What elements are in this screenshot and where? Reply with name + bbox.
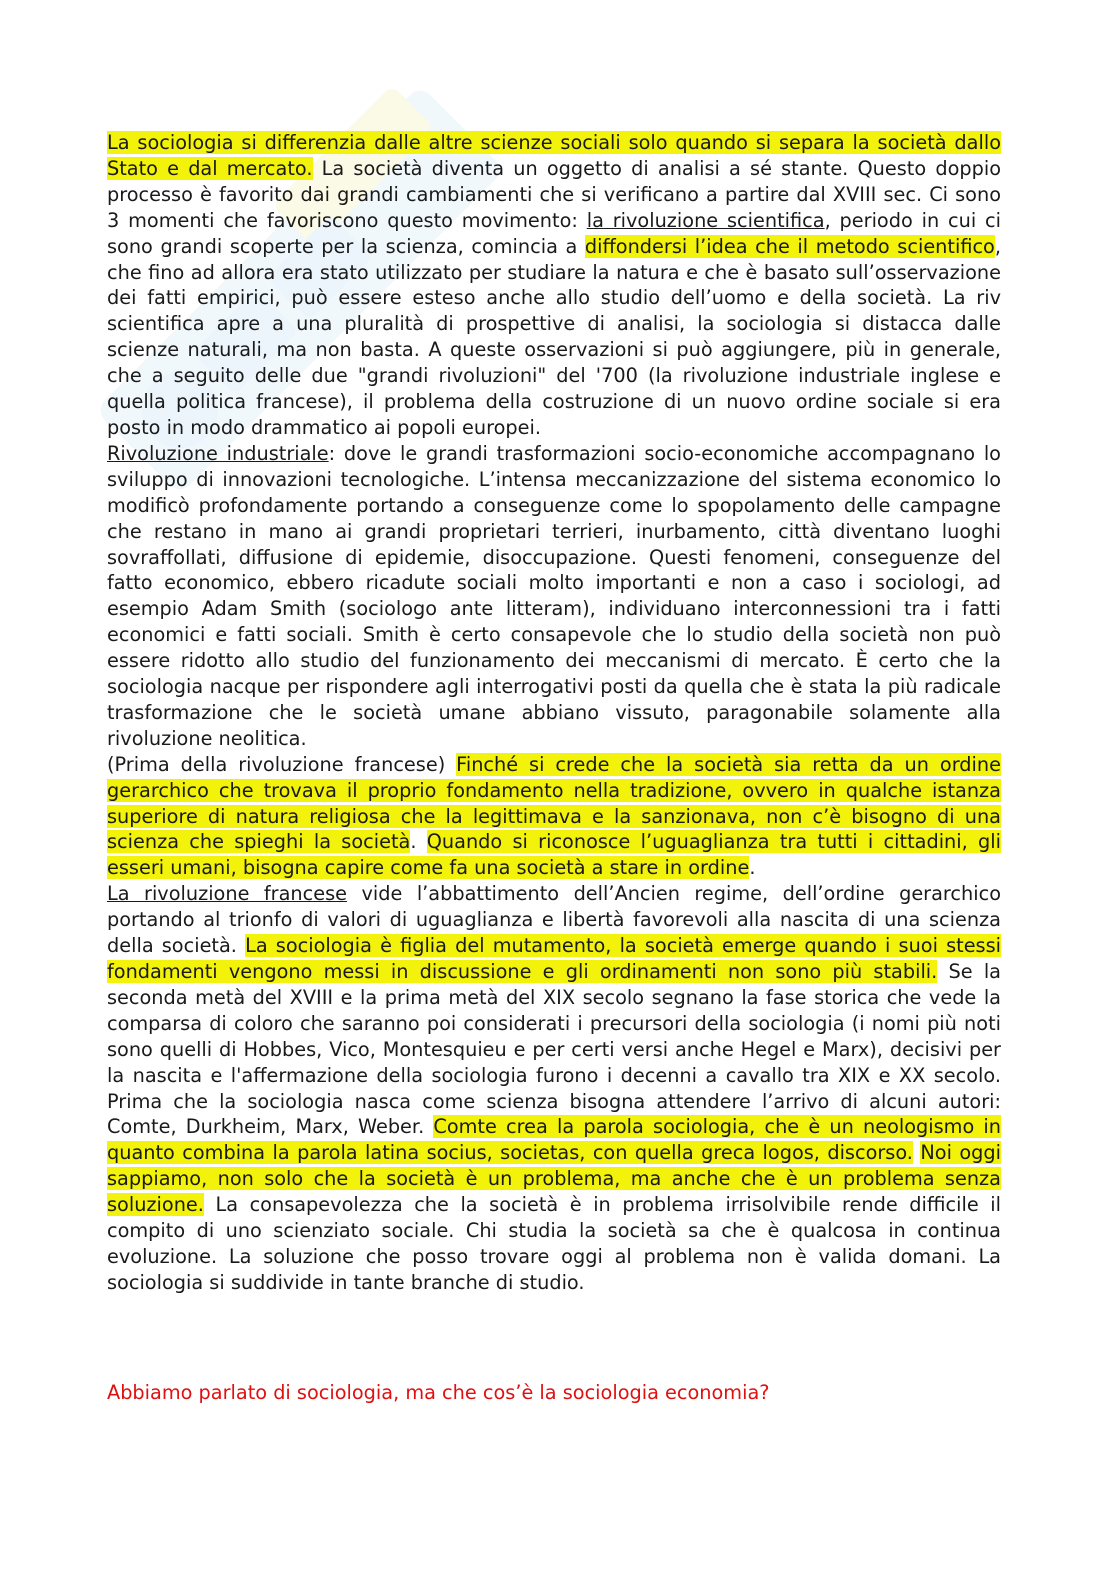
paragraph-industrial-revolution — [107, 441, 1001, 752]
paragraph-origins — [107, 130, 1001, 441]
section-question: Abbiamo parlato di sociologia, ma che cos’è la sociologia economia? — [107, 1381, 770, 1404]
document-body — [107, 130, 1001, 1296]
paragraph-french-revolution — [107, 881, 1001, 1296]
highlight: Noi oggi sappiamo, non solo che la società è un problema, ma anche che è un problema senza soluzione. — [107, 1141, 1001, 1217]
text-run: La società diventa un oggetto di analisi a sé stante. Questo doppio processo è favorito dai grandi cambiamenti che si verificano a partire dal XVIII sec. Ci sono 3 momenti che favoriscono questo movimento: — [107, 156, 1001, 232]
underlined-term: la rivoluzione scientifica — [586, 208, 825, 232]
highlight: Comte crea la parola sociologia, che è un neologismo in quanto combina la parola latina socius, societas, con quella greca logos, discorso. — [107, 1115, 1001, 1165]
text-run: vide l’abbattimento dell’Ancien regime, dell’ordine gerarchico portando al trionfo di valori di uguaglianza e libertà favorevoli alla nascita di una scienza della società. — [107, 882, 1001, 958]
underlined-term: Rivoluzione industriale — [107, 441, 329, 465]
text-run: La consapevolezza che la società è in problema irrisolvibile rende difficile il compito di uno scienziato sociale. Chi studia la società sa che è qualcosa in continua evoluzione. La soluzione che posso trovare oggi al problema non è valida domani. La sociologia si suddivide in tante branche di studio. — [107, 1193, 1001, 1294]
text-run: : dove le grandi trasformazioni socio-economiche accompagnano lo sviluppo di innovazioni tecnologiche. L’intensa meccanizzazione del sistema economico lo modificò profondamente portando a conseguenze come lo spopolamento delle campagne che restano in mano ai grandi proprietari terrieri, inurbamento, città diventano luoghi sovraffollati, diffusione di epidemie, disoccupazione. Questi fenomeni, conseguenze del fatto economico, ebbero ricadute sociali molto importanti e non a caso i sociologi, ad esempio Adam Smith (sociologo ante litteram), individuano interconnessioni tra i fatti economici e fatti sociali. Smith è certo consapevole che lo studio della società non può essere ridotto allo studio del funzionamento dei meccanismi di mercato. È certo che la sociologia nacque per rispondere agli interrogativi posti da quella che è stata la più radicale trasformazione che le società umane abbiano vissuto, paragonabile solamente alla rivoluzione neolitica. — [107, 441, 1001, 750]
text-run: . — [749, 856, 756, 880]
text-run: . — [410, 830, 427, 854]
highlight: Finché si crede che la società sia retta da un ordine gerarchico che trovava il proprio fondamento nella tradizione, ovvero in qualche istanza superiore di natura religiosa che la legittimava e la sanzionava, non c’è bisogno di una scienza che spieghi la società — [107, 752, 1001, 854]
highlight: La sociologia è figlia del mutamento, la società emerge quando i suoi stessi fondamenti vengono messi in discussione e gli ordinamenti non sono più stabili. — [107, 934, 1002, 983]
underlined-term: La rivoluzione francese — [107, 882, 348, 906]
paragraph-before-french-revolution — [107, 752, 1001, 882]
text-run: Se la seconda metà del XVIII e la prima metà del XIX secolo segnano la fase storica che vede la comparsa di coloro che saranno poi considerati i precursori della sociologia (i nomi più noti sono quelli di Hobbes, Vico, Montesquieu e per certi versi anche Hegel e Marx), decisivi per la nascita e l'affermazione della sociologia furono i decenni a cavallo tra XIX e XX secolo. Prima che la sociologia nasca come scienza bisogna attendere l’arrivo di alcuni autori: Comte, Durkheim, Marx, Weber. — [107, 960, 1001, 1139]
text-run: , che fino ad allora era stato utilizzato per studiare la natura e che è basato sull’osservazione dei fatti empirici, può essere esteso anche allo studio dell’uomo e della società. La riv scientifica apre a una pluralità di prospettive di analisi, la sociologia si distacca dalle scienze naturali, ma non basta. A queste osservazioni si può aggiungere, più in generale, che a seguito delle due "grandi rivoluzioni" del '700 (la rivoluzione industriale inglese e quella politica francese), il problema della costruzione di un nuovo ordine sociale si era posto in modo drammatico ai popoli europei. — [107, 234, 1001, 439]
text-run: (Prima della rivoluzione francese) — [107, 752, 457, 776]
highlight: La sociologia si differenzia dalle altre scienze sociali solo quando si separa la società dallo Stato e dal mercato. — [107, 131, 1001, 180]
text-run: , periodo in cui ci sono grandi scoperte per la scienza, comincia a — [107, 208, 1002, 258]
highlight: diffondersi l’idea che il metodo scientifico — [584, 234, 995, 258]
highlight: Quando si riconosce l’uguaglianza tra tutti i cittadini, gli esseri umani, bisogna capire come fa una società a stare in ordine — [107, 830, 1001, 880]
